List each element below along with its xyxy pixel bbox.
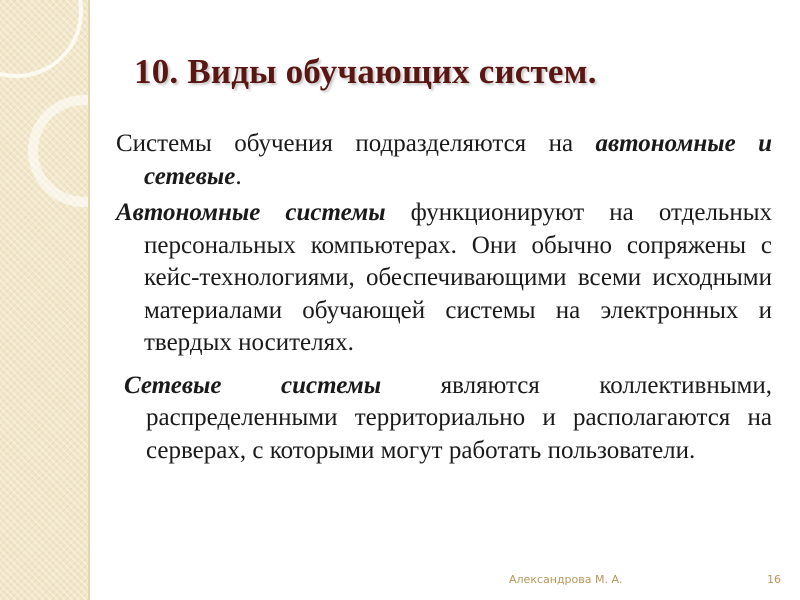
decorative-sidebar xyxy=(0,0,88,600)
paragraph-intro-text: Системы обучения подразделяются на xyxy=(116,130,596,157)
paragraph-autonomous-text: функционируют на отдельных персональных компьютерах. Они обычно сопряжены с кейс-технологиями, обеспечивающими всеми исходными материалами обучающей системы на электронных и твердых носителях. xyxy=(144,199,772,356)
slide-body xyxy=(116,128,772,471)
paragraph-intro xyxy=(116,128,772,193)
paragraph-network xyxy=(116,370,772,468)
footer-page-number: 16 xyxy=(767,573,781,586)
footer-author: Александрова М. А. xyxy=(509,573,623,586)
paragraph-intro-end: . xyxy=(235,162,242,190)
paragraph-network-text: являются коллективными, распределенными территориально и располагаются на серверах, с которыми могут работать пользователи. xyxy=(146,371,772,464)
paragraph-autonomous xyxy=(116,197,772,360)
decorative-circle-icon xyxy=(0,0,83,78)
slide-title: 10. Виды обучающих систем. xyxy=(134,52,597,91)
paragraph-autonomous-emphasis: Автономные системы xyxy=(116,199,386,226)
decorative-ring-icon xyxy=(28,95,88,207)
paragraph-intro-emphasis: автономные и сетевые xyxy=(144,130,772,190)
paragraph-network-emphasis: Сетевые системы xyxy=(124,371,382,399)
sidebar-divider xyxy=(88,0,90,600)
